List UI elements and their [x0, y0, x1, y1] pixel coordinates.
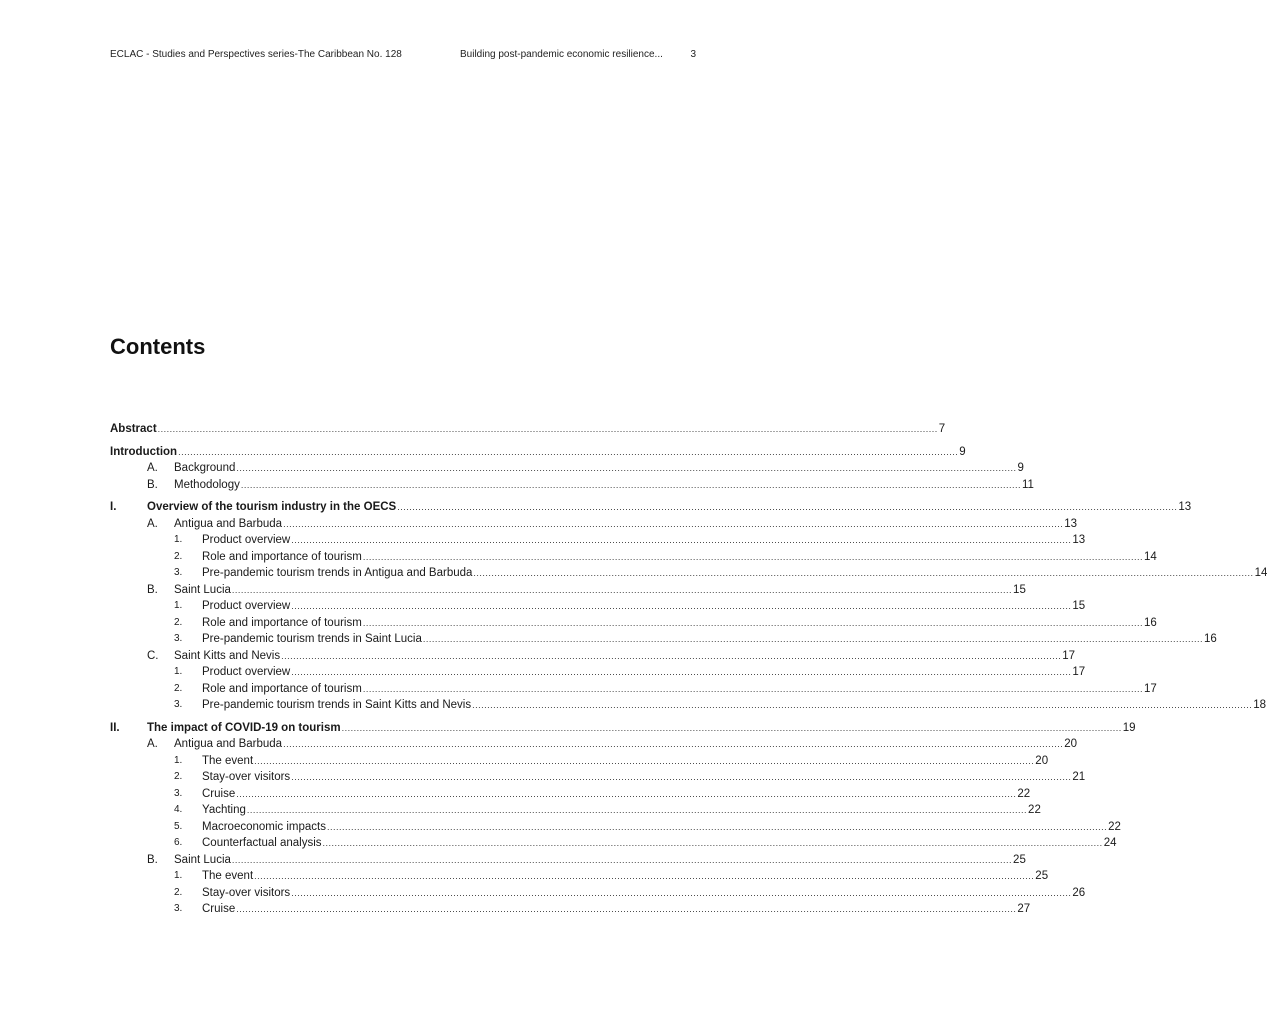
toc-entry[interactable]: [110, 901, 1031, 918]
toc-entry[interactable]: [110, 532, 1086, 549]
toc-entry-label: Macroeconomic impacts: [202, 820, 326, 833]
toc-entry-label: Antigua and Barbuda: [174, 517, 283, 530]
toc-entry[interactable]: [110, 769, 1086, 786]
toc-entry-line: [147, 499, 1192, 516]
toc-entry-line: [174, 477, 1034, 494]
toc-entry-page: 25: [1035, 870, 1049, 882]
toc-dot-leader: ....................................................................................................................................................................................................................................................................: [178, 446, 959, 457]
toc-entry-label: Role and importance of tourism: [202, 616, 362, 629]
toc-entry[interactable]: [110, 648, 1076, 665]
toc-entry-line: [174, 736, 1077, 753]
toc-entry-page: 17: [1143, 682, 1157, 695]
page-title: Contents: [110, 334, 206, 359]
toc-entry-line: [202, 664, 1086, 681]
toc-entry-page: 16: [1204, 633, 1217, 645]
toc-dot-leader: ....................................................................................................................................................................................................................................................................: [397, 502, 1178, 512]
toc-entry-number: II.: [110, 721, 120, 734]
toc-entry-number: 1.: [174, 870, 183, 881]
toc-entry-page: 13: [1178, 501, 1192, 513]
toc-entry-label: Cruise: [202, 903, 236, 915]
toc-entry-line: [202, 885, 1086, 902]
toc-entry[interactable]: [110, 786, 1031, 803]
toc-dot-leader: ....................................................................................................................................................................................................................................................................: [240, 479, 1021, 490]
toc-entry-page: 22: [1017, 787, 1031, 800]
toc-entry[interactable]: [110, 664, 1086, 681]
toc-entry-label: Role and importance of tourism: [202, 550, 362, 563]
toc-entry-page: 25: [1013, 853, 1026, 866]
header-document-title: Building post-pandemic economic resilience...: [460, 49, 663, 60]
toc-entry-line: [202, 532, 1086, 549]
toc-entry-number: 3.: [174, 699, 183, 710]
toc-dot-leader: ....................................................................................................................................................................................................................................................................: [341, 722, 1122, 733]
toc-dot-leader: ....................................................................................................................................................................................................................................................................: [291, 667, 1072, 677]
toc-dot-leader: ....................................................................................................................................................................................................................................................................: [291, 887, 1072, 898]
toc-entry-page: 24: [1103, 837, 1117, 849]
toc-entry-label: Antigua and Barbuda: [174, 738, 283, 750]
toc-dot-leader: ....................................................................................................................................................................................................................................................................: [254, 871, 1035, 881]
toc-entry[interactable]: [110, 852, 1026, 869]
toc-entry-number: 6.: [174, 837, 183, 848]
toc-entry-number: 2.: [174, 886, 183, 898]
toc-entry-line: [147, 720, 1136, 737]
toc-entry-line: [202, 549, 1157, 566]
toc-entry-line: [202, 819, 1121, 836]
toc-entry-line: [174, 582, 1026, 599]
toc-entry-label: Product overview: [202, 666, 291, 678]
toc-entry-line: [202, 598, 1086, 615]
toc-dot-leader: ....................................................................................................................................................................................................................................................................: [281, 650, 1062, 661]
toc-entry-label: Stay-over visitors: [202, 886, 291, 899]
toc-entry-page: 18: [1253, 699, 1267, 711]
toc-dot-leader: ....................................................................................................................................................................................................................................................................: [362, 617, 1143, 628]
toc-entry-label: Methodology: [174, 478, 240, 491]
toc-entry-number: B.: [147, 853, 158, 866]
toc-entry[interactable]: [110, 460, 1024, 477]
toc-entry-number: A.: [147, 738, 158, 750]
toc-dot-leader: ....................................................................................................................................................................................................................................................................: [326, 821, 1108, 832]
toc-entry[interactable]: [110, 631, 1217, 648]
toc-entry-page: 14: [1143, 550, 1157, 563]
toc-dot-leader: ....................................................................................................................................................................................................................................................................: [283, 518, 1064, 529]
toc-entry-line: [202, 615, 1157, 632]
toc-entry-line: [202, 565, 1267, 582]
toc-entry-line: [202, 901, 1031, 918]
toc-entry-number: 3.: [174, 787, 183, 799]
toc-entry[interactable]: [110, 868, 1049, 885]
toc-dot-leader: ....................................................................................................................................................................................................................................................................: [231, 584, 1013, 595]
toc-entry-label: Product overview: [202, 534, 291, 546]
toc-entry-page: 27: [1017, 903, 1031, 915]
toc-entry-line: [174, 852, 1026, 869]
toc-dot-leader: ....................................................................................................................................................................................................................................................................: [473, 568, 1254, 578]
toc-dot-leader: ....................................................................................................................................................................................................................................................................: [362, 551, 1143, 562]
toc-entry-label: The event: [202, 754, 254, 767]
toc-entry[interactable]: [110, 802, 1041, 819]
toc-entry-number: 2.: [174, 771, 183, 782]
toc-entry-number: 1.: [174, 666, 183, 677]
toc-entry-line: [174, 648, 1076, 665]
toc-dot-leader: ....................................................................................................................................................................................................................................................................: [157, 424, 938, 434]
toc-entry[interactable]: [110, 697, 1267, 714]
toc-dot-leader: ....................................................................................................................................................................................................................................................................: [291, 772, 1072, 782]
toc-entry[interactable]: [110, 885, 1086, 902]
toc-entry-page: 17: [1072, 666, 1086, 678]
toc-entry[interactable]: [110, 819, 1121, 836]
toc-entry-page: 17: [1062, 649, 1076, 662]
toc-entry-label: Pre-pandemic tourism trends in Saint Kitts and Nevis: [202, 699, 472, 711]
toc-entry-line: [174, 460, 1024, 477]
toc-entry-label: Saint Lucia: [174, 583, 231, 596]
toc-entry-page: 20: [1064, 738, 1077, 750]
toc-entry-number: 1.: [174, 600, 183, 611]
toc-entry-page: 11: [1022, 478, 1034, 491]
toc-entry-label: Cruise: [202, 787, 236, 800]
toc-entry-label: The impact of COVID-19 on tourism: [147, 721, 341, 734]
toc-entry-line: [202, 769, 1086, 786]
toc-dot-leader: ....................................................................................................................................................................................................................................................................: [291, 601, 1072, 611]
toc-entry-number: 2.: [174, 550, 183, 562]
toc-entry-label: Saint Lucia: [174, 853, 231, 866]
toc-entry-number: 3.: [174, 633, 183, 644]
header-series-title: ECLAC - Studies and Perspectives series-The Caribbean No. 128: [110, 49, 402, 60]
toc-dot-leader: ....................................................................................................................................................................................................................................................................: [254, 755, 1035, 766]
toc-entry-label: Product overview: [202, 600, 291, 612]
toc-entry-page: 22: [1028, 804, 1041, 816]
toc-entry-line: [110, 421, 946, 438]
toc-entry[interactable]: [110, 835, 1117, 852]
toc-dot-leader: ....................................................................................................................................................................................................................................................................: [422, 634, 1204, 644]
toc-entry-number: C.: [147, 649, 159, 662]
toc-entry-page: 7: [938, 423, 946, 435]
toc-entry[interactable]: [110, 681, 1157, 698]
toc-dot-leader: ....................................................................................................................................................................................................................................................................: [236, 463, 1017, 473]
toc-dot-leader: ....................................................................................................................................................................................................................................................................: [322, 838, 1103, 848]
toc-entry-line: [110, 444, 966, 461]
toc-entry-page: 21: [1072, 771, 1086, 783]
toc-entry-number: I.: [110, 501, 117, 513]
toc-dot-leader: ....................................................................................................................................................................................................................................................................: [236, 788, 1017, 799]
toc-entry-line: [202, 868, 1049, 885]
toc-dot-leader: ....................................................................................................................................................................................................................................................................: [362, 683, 1143, 694]
toc-entry-page: 19: [1122, 721, 1136, 734]
toc-entry-number: B.: [147, 583, 158, 596]
toc-entry-line: [202, 697, 1267, 714]
toc-entry-number: 5.: [174, 820, 183, 832]
toc-entry-page: 15: [1072, 600, 1086, 612]
toc-entry-page: 20: [1035, 754, 1049, 767]
toc-dot-leader: ....................................................................................................................................................................................................................................................................: [246, 805, 1028, 815]
toc-entry-page: 13: [1064, 517, 1077, 530]
toc-entry-label: Counterfactual analysis: [202, 837, 322, 849]
toc-entry-label: Stay-over visitors: [202, 771, 291, 783]
toc-entry-page: 26: [1072, 886, 1086, 899]
toc-entry-line: [174, 516, 1077, 533]
toc-entry-number: A.: [147, 517, 158, 530]
toc-entry-line: [202, 786, 1031, 803]
toc-entry-line: [202, 753, 1049, 770]
toc-dot-leader: ....................................................................................................................................................................................................................................................................: [283, 739, 1064, 749]
toc-entry-number: A.: [147, 462, 158, 474]
toc-entry-label: Pre-pandemic tourism trends in Antigua and Barbuda: [202, 567, 473, 579]
table-of-contents: [110, 421, 1267, 918]
toc-entry-line: [202, 631, 1217, 648]
toc-entry-page: 16: [1143, 616, 1157, 629]
toc-entry[interactable]: [110, 549, 1157, 566]
toc-entry[interactable]: [110, 615, 1157, 632]
toc-entry-line: [202, 681, 1157, 698]
toc-entry-number: B.: [147, 478, 158, 491]
running-header: [110, 49, 696, 63]
toc-entry[interactable]: [110, 565, 1267, 582]
toc-entry-label: Role and importance of tourism: [202, 682, 362, 695]
toc-entry-number: 1.: [174, 534, 183, 545]
toc-entry-number: 2.: [174, 682, 183, 694]
toc-entry-page: 13: [1072, 534, 1086, 546]
toc-entry-number: 1.: [174, 754, 183, 766]
header-page-number: 3: [690, 49, 696, 60]
toc-dot-leader: ....................................................................................................................................................................................................................................................................: [472, 700, 1253, 710]
toc-entry-line: [202, 835, 1117, 852]
toc-entry[interactable]: [110, 444, 966, 461]
toc-entry-page: 9: [959, 445, 966, 458]
toc-entry-number: 3.: [174, 567, 183, 578]
toc-entry[interactable]: [110, 582, 1026, 599]
toc-entry-line: [202, 802, 1041, 819]
toc-entry[interactable]: [110, 421, 946, 438]
toc-entry-label: Introduction: [110, 445, 178, 458]
toc-entry[interactable]: [110, 477, 1034, 494]
toc-entry-page: 22: [1108, 820, 1121, 833]
toc-entry-label: Yachting: [202, 804, 246, 816]
toc-entry-number: 4.: [174, 804, 183, 815]
toc-dot-leader: ....................................................................................................................................................................................................................................................................: [291, 535, 1072, 545]
toc-entry-page: 14: [1254, 567, 1267, 579]
toc-entry[interactable]: [110, 516, 1077, 533]
toc-entry-label: Pre-pandemic tourism trends in Saint Lucia: [202, 633, 422, 645]
toc-entry-label: Saint Kitts and Nevis: [174, 649, 281, 662]
toc-entry-label: Abstract: [110, 423, 157, 435]
toc-entry-label: Overview of the tourism industry in the OECS: [147, 501, 397, 513]
toc-entry[interactable]: [110, 736, 1077, 753]
toc-entry-page: 15: [1013, 583, 1026, 596]
toc-dot-leader: ....................................................................................................................................................................................................................................................................: [236, 904, 1017, 914]
toc-entry[interactable]: [110, 720, 1136, 737]
toc-entry[interactable]: [110, 499, 1192, 516]
toc-entry-label: Background: [174, 462, 236, 474]
toc-entry-number: 3.: [174, 903, 183, 914]
toc-entry-page: 9: [1017, 462, 1024, 474]
toc-dot-leader: ....................................................................................................................................................................................................................................................................: [231, 854, 1013, 865]
toc-entry[interactable]: [110, 753, 1049, 770]
toc-entry-label: The event: [202, 870, 254, 882]
toc-entry-number: 2.: [174, 616, 183, 628]
toc-entry[interactable]: [110, 598, 1086, 615]
